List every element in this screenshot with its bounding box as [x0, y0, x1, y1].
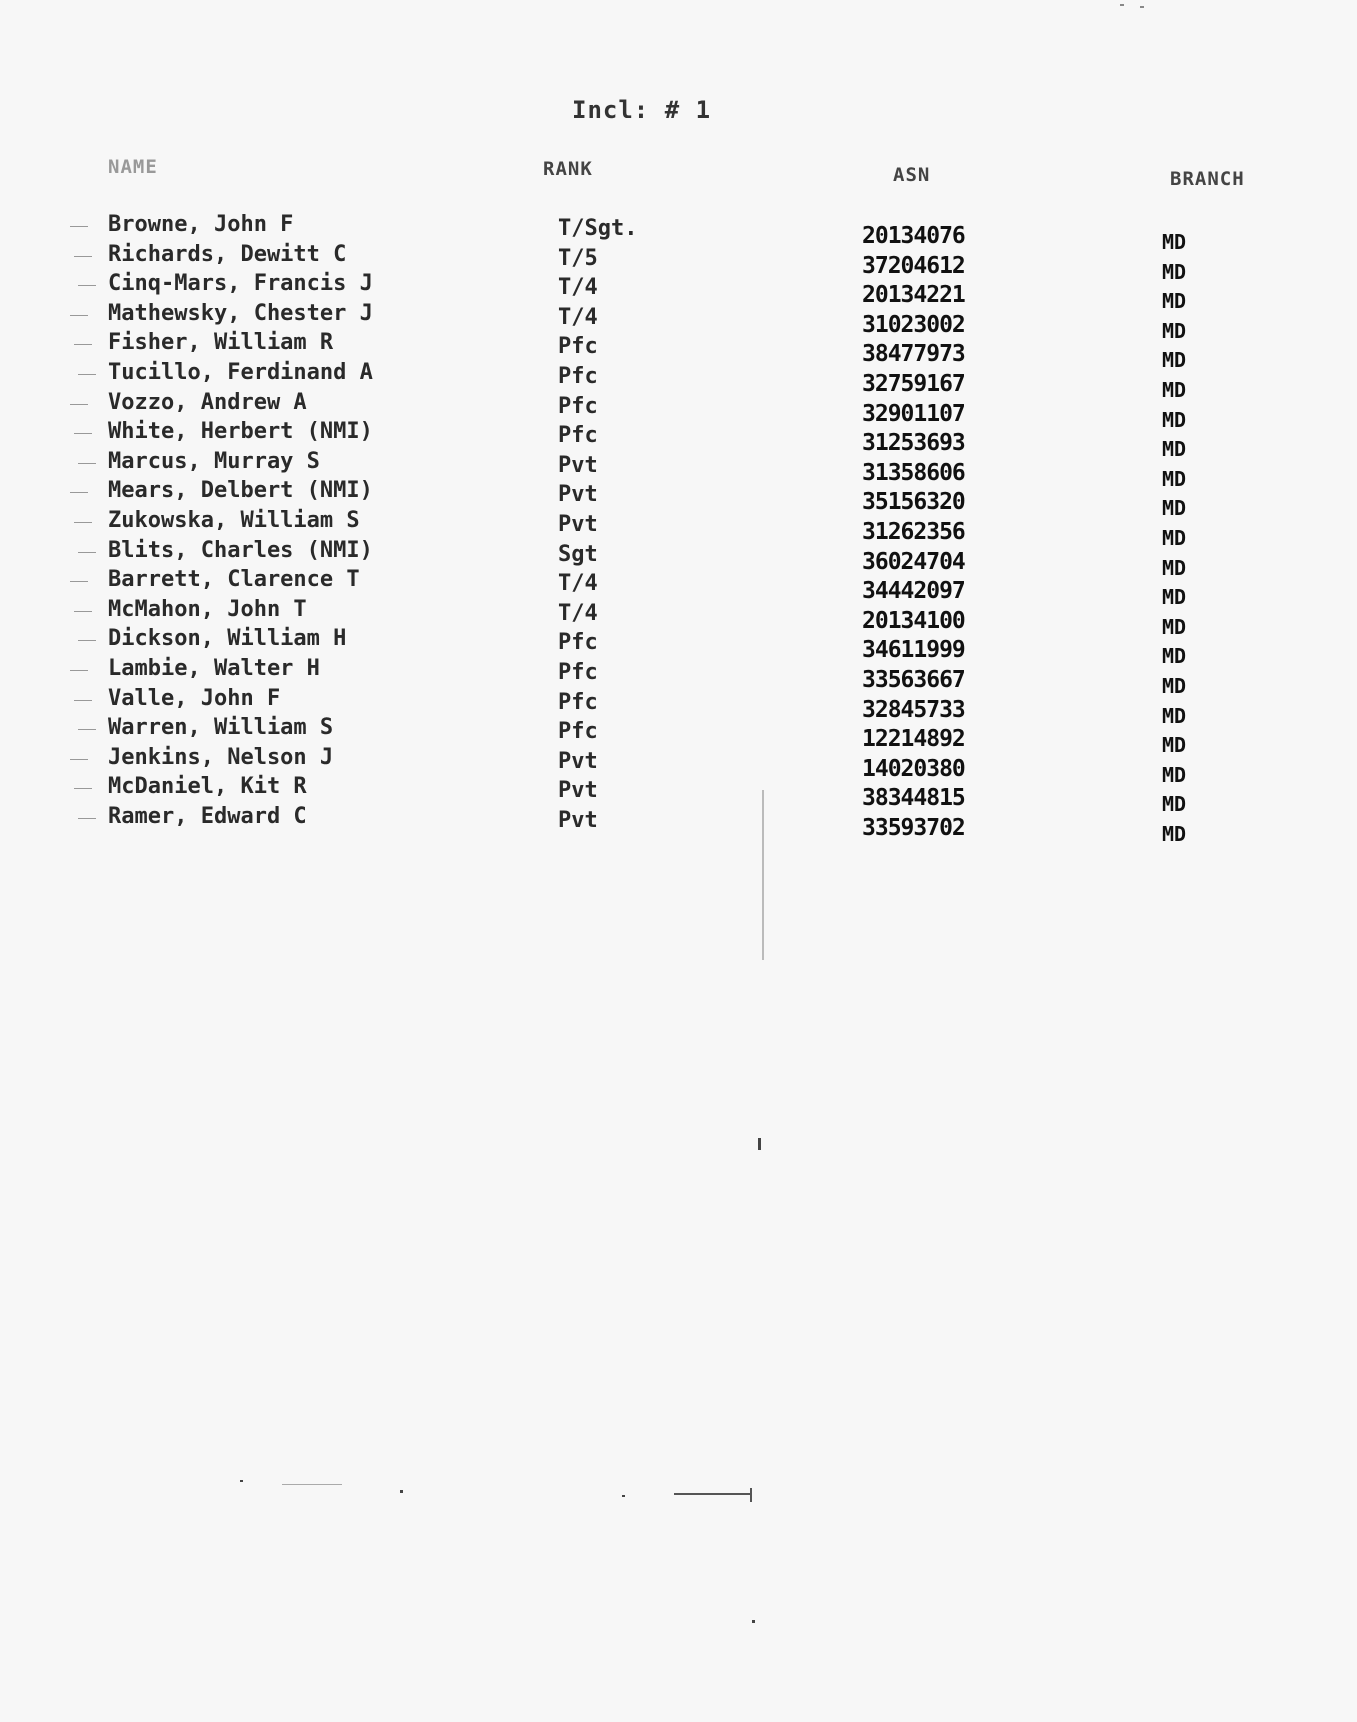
- soldier-asn: 34611999: [862, 637, 965, 664]
- soldier-name: Blits, Charles (NMI): [108, 537, 373, 563]
- soldier-branch: MD: [1162, 496, 1187, 521]
- soldier-name: Jenkins, Nelson J: [108, 744, 334, 770]
- soldier-rank: Pvt: [558, 807, 598, 833]
- soldier-rank: Pvt: [558, 748, 598, 774]
- soldier-rank: Pvt: [558, 511, 598, 537]
- soldier-branch: MD: [1162, 318, 1187, 343]
- soldier-name: Vozzo, Andrew A: [108, 389, 307, 415]
- header-name: NAME: [108, 156, 158, 178]
- soldier-name: Richards, Dewitt C: [108, 241, 347, 267]
- soldier-rank: Pfc: [558, 363, 598, 389]
- soldier-branch: MD: [1162, 762, 1187, 787]
- soldier-name: Lambie, Walter H: [108, 655, 320, 681]
- soldier-branch: MD: [1162, 289, 1187, 314]
- margin-tick: [74, 522, 92, 523]
- soldier-branch: MD: [1162, 733, 1187, 758]
- margin-tick: [74, 700, 92, 701]
- soldier-branch: MD: [1162, 407, 1187, 432]
- soldier-asn: 34442097: [862, 578, 965, 605]
- header-rank: RANK: [543, 158, 593, 180]
- header-asn: ASN: [893, 164, 931, 186]
- soldier-branch: MD: [1162, 230, 1187, 254]
- margin-tick: [74, 256, 92, 257]
- soldier-rank: Sgt: [558, 541, 598, 567]
- margin-tick: [78, 552, 96, 553]
- soldier-branch: MD: [1162, 466, 1187, 491]
- soldier-asn: 32845733: [862, 696, 965, 723]
- margin-tick: [70, 581, 88, 582]
- soldier-rank: Pfc: [558, 659, 598, 685]
- soldier-rank: Pvt: [558, 778, 598, 804]
- soldier-asn: 31023002: [862, 311, 965, 338]
- soldier-branch: MD: [1162, 644, 1187, 669]
- soldier-asn: 14020380: [862, 755, 965, 782]
- soldier-branch: MD: [1162, 555, 1187, 580]
- soldier-rank: T/4: [558, 600, 598, 626]
- soldier-asn: 33563667: [862, 666, 965, 693]
- soldier-branch: MD: [1162, 525, 1187, 550]
- soldier-rank: T/5: [558, 245, 598, 271]
- asn-column: [862, 222, 965, 843]
- margin-tick: [78, 729, 96, 730]
- margin-tick: [74, 344, 92, 345]
- soldier-rank: T/4: [558, 304, 598, 330]
- margin-tick: [74, 611, 92, 612]
- soldier-name: McDaniel, Kit R: [108, 774, 307, 800]
- soldier-name: Mathewsky, Chester J: [108, 300, 373, 326]
- margin-tick: [70, 226, 88, 227]
- margin-tick: [78, 818, 96, 819]
- soldier-name: McMahon, John T: [108, 596, 307, 622]
- margin-tick: [70, 759, 88, 760]
- soldier-asn: 32901107: [862, 400, 965, 427]
- margin-tick: [70, 315, 88, 316]
- name-column: [108, 210, 373, 831]
- margin-tick: [74, 433, 92, 434]
- soldier-asn: 31253693: [862, 430, 965, 457]
- soldier-branch: MD: [1162, 821, 1187, 846]
- soldier-branch: MD: [1162, 348, 1187, 373]
- soldier-name: Valle, John F: [108, 685, 281, 711]
- soldier-rank: Pvt: [558, 452, 598, 478]
- margin-tick: [78, 374, 96, 375]
- soldier-name: Warren, William S: [108, 715, 334, 741]
- rank-column: [558, 214, 637, 835]
- soldier-branch: MD: [1162, 792, 1187, 817]
- soldier-rank: Pvt: [558, 482, 598, 508]
- soldier-name: Fisher, William R: [108, 330, 334, 356]
- soldier-asn: 31262356: [862, 518, 965, 545]
- soldier-name: Zukowska, William S: [108, 507, 360, 533]
- margin-tick: [70, 404, 88, 405]
- soldier-name: Marcus, Murray S: [108, 448, 320, 474]
- margin-tick: [70, 670, 88, 671]
- soldier-rank: Pfc: [558, 719, 598, 745]
- soldier-rank: Pfc: [558, 393, 598, 419]
- header-branch: BRANCH: [1170, 168, 1245, 190]
- soldier-asn: 36024704: [862, 548, 965, 575]
- branch-column: [1162, 228, 1186, 849]
- soldier-branch: MD: [1162, 673, 1187, 698]
- soldier-branch: MD: [1162, 703, 1187, 728]
- soldier-branch: MD: [1162, 377, 1187, 402]
- soldier-asn: 35156320: [862, 489, 965, 516]
- soldier-asn: 31358606: [862, 459, 965, 486]
- margin-tick: [70, 492, 88, 493]
- margin-tick: [78, 463, 96, 464]
- soldier-asn: 38344815: [862, 785, 965, 812]
- soldier-branch: MD: [1162, 585, 1187, 610]
- soldier-name: Mears, Delbert (NMI): [108, 478, 373, 504]
- soldier-rank: T/Sgt.: [558, 216, 638, 241]
- soldier-asn: 20134100: [862, 607, 965, 634]
- soldier-asn: 37204612: [862, 252, 965, 279]
- soldier-rank: Pfc: [558, 689, 598, 715]
- soldier-rank: T/4: [558, 275, 598, 301]
- soldier-branch: MD: [1162, 614, 1187, 639]
- soldier-asn: 38477973: [862, 341, 965, 368]
- soldier-name: Barrett, Clarence T: [108, 567, 360, 593]
- soldier-rank: Pfc: [558, 334, 598, 360]
- soldier-name: Dickson, William H: [108, 626, 347, 652]
- soldier-rank: Pfc: [558, 630, 598, 656]
- soldier-branch: MD: [1162, 259, 1187, 284]
- margin-tick: [78, 640, 96, 641]
- soldier-name: Browne, John F: [108, 212, 294, 237]
- soldier-rank: T/4: [558, 571, 598, 597]
- soldier-name: Tucillo, Ferdinand A: [108, 359, 373, 385]
- soldier-asn: 32759167: [862, 370, 965, 397]
- margin-tick: [78, 285, 96, 286]
- soldier-rank: Pfc: [558, 423, 598, 449]
- soldier-name: White, Herbert (NMI): [108, 419, 373, 445]
- soldier-asn: 33593702: [862, 814, 965, 841]
- inclosure-title: Incl: # 1: [572, 96, 712, 124]
- soldier-asn: 20134221: [862, 282, 965, 309]
- soldier-asn: 20134076: [862, 223, 965, 249]
- soldier-name: Cinq-Mars, Francis J: [108, 271, 373, 297]
- margin-tick: [74, 788, 92, 789]
- soldier-name: Ramer, Edward C: [108, 803, 307, 829]
- soldier-branch: MD: [1162, 437, 1187, 462]
- soldier-asn: 12214892: [862, 726, 965, 753]
